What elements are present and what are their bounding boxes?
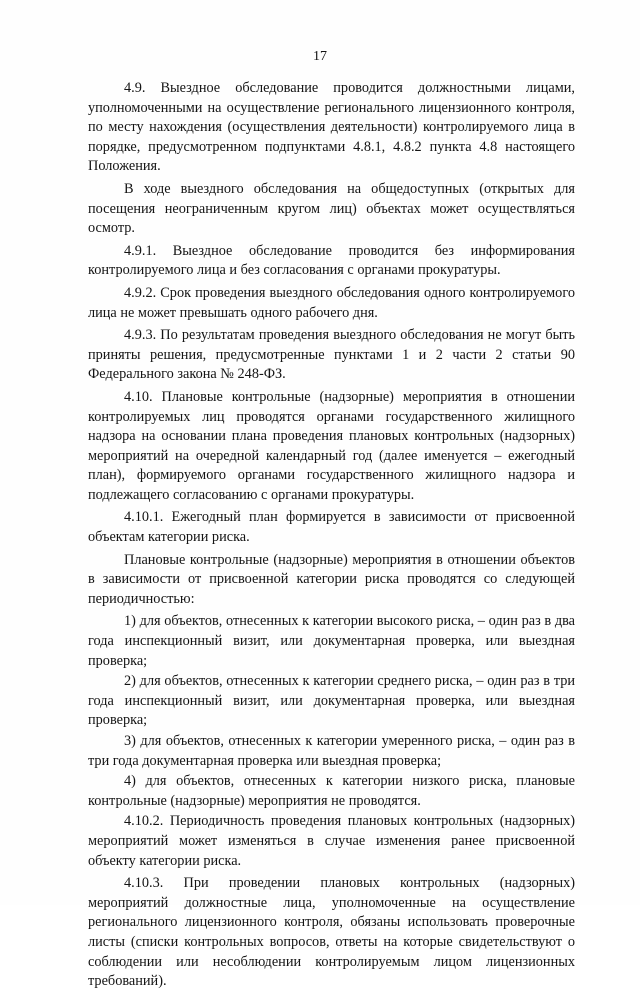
- paragraph-4-9-3: 4.9.3. По результатам проведения выездного обследования не могут быть приняты решения, предусмотренные пунктами 1 и 2 части 2 статьи 90 Федерального закона № 248-ФЗ.: [88, 327, 575, 383]
- paragraph-periodicity-intro: Плановые контрольные (надзорные) мероприятия в отношении объектов в зависимости от присвоенной категории риска проводятся со следующей периодичностью:: [88, 551, 575, 607]
- paragraph-4-9: 4.9. Выездное обследование проводится должностными лицами, уполномоченными на осуществление регионального лицензионного контроля, по месту нахождения (осуществления деятельности) контролируемого лица в порядке, предусмотренном подпунктами 4.8.1, 4.8.2 пункта 4.8 настоящего Положения.: [88, 80, 575, 175]
- paragraph-4-10-2: 4.10.2. Периодичность проведения плановых контрольных (надзорных) мероприятий может изменяться в случае изменения ранее присвоенной объекту категории риска.: [88, 813, 575, 869]
- document-body: [88, 79, 575, 995]
- paragraph-4-10-1: 4.10.1. Ежегодный план формируется в зависимости от присвоенной объектам категории риска.: [88, 509, 575, 546]
- list-item-low-risk: 4) для объектов, отнесенных к категории низкого риска, плановые контрольные (надзорные) мероприятия не проводятся.: [88, 773, 575, 809]
- paragraph-4-9-2: 4.9.2. Срок проведения выездного обследования одного контролируемого лица не может превышать одного рабочего дня.: [88, 284, 575, 321]
- paragraph-inspection-note: В ходе выездного обследования на общедоступных (открытых для посещения неограниченным кругом лиц) объектах может осуществляться осмотр.: [88, 180, 575, 237]
- list-item-high-risk: 1) для объектов, отнесенных к категории высокого риска, – один раз в два года инспекционный визит, или документарная проверка, или выездная проверка;: [88, 613, 575, 669]
- page-number: 17: [313, 49, 327, 64]
- list-item-moderate-risk: 3) для объектов, отнесенных к категории умеренного риска, – один раз в три года документарная проверка или выездная проверка;: [88, 733, 575, 769]
- paragraph-4-10-3: 4.10.3. При проведении плановых контрольных (надзорных) мероприятий должностные лица, уполномоченные на осуществление регионального лицензионного контроля, обязаны использовать проверочные листы (списки контрольных вопросов, ответы на которые свидетельствуют о соблюдении или несоблюдении контролируемым лицом лицензионных требований).: [88, 875, 575, 990]
- list-item-medium-risk: 2) для объектов, отнесенных к категории среднего риска, – один раз в три года инспекционный визит, или документарная проверка, или выездная проверка;: [88, 673, 575, 729]
- paragraph-4-9-1: 4.9.1. Выездное обследование проводится без информирования контролируемого лица и без согласования с органами прокуратуры.: [88, 242, 575, 279]
- paragraph-4-10: 4.10. Плановые контрольные (надзорные) мероприятия в отношении контролируемых лиц проводятся органами государственного жилищного надзора на основании плана проведения плановых контрольных (надзорных) мероприятий на очередной календарный год (далее именуется – ежегодный план), формируемого органами государственного жилищного надзора и подлежащего согласованию с органами прокуратуры.: [88, 388, 575, 503]
